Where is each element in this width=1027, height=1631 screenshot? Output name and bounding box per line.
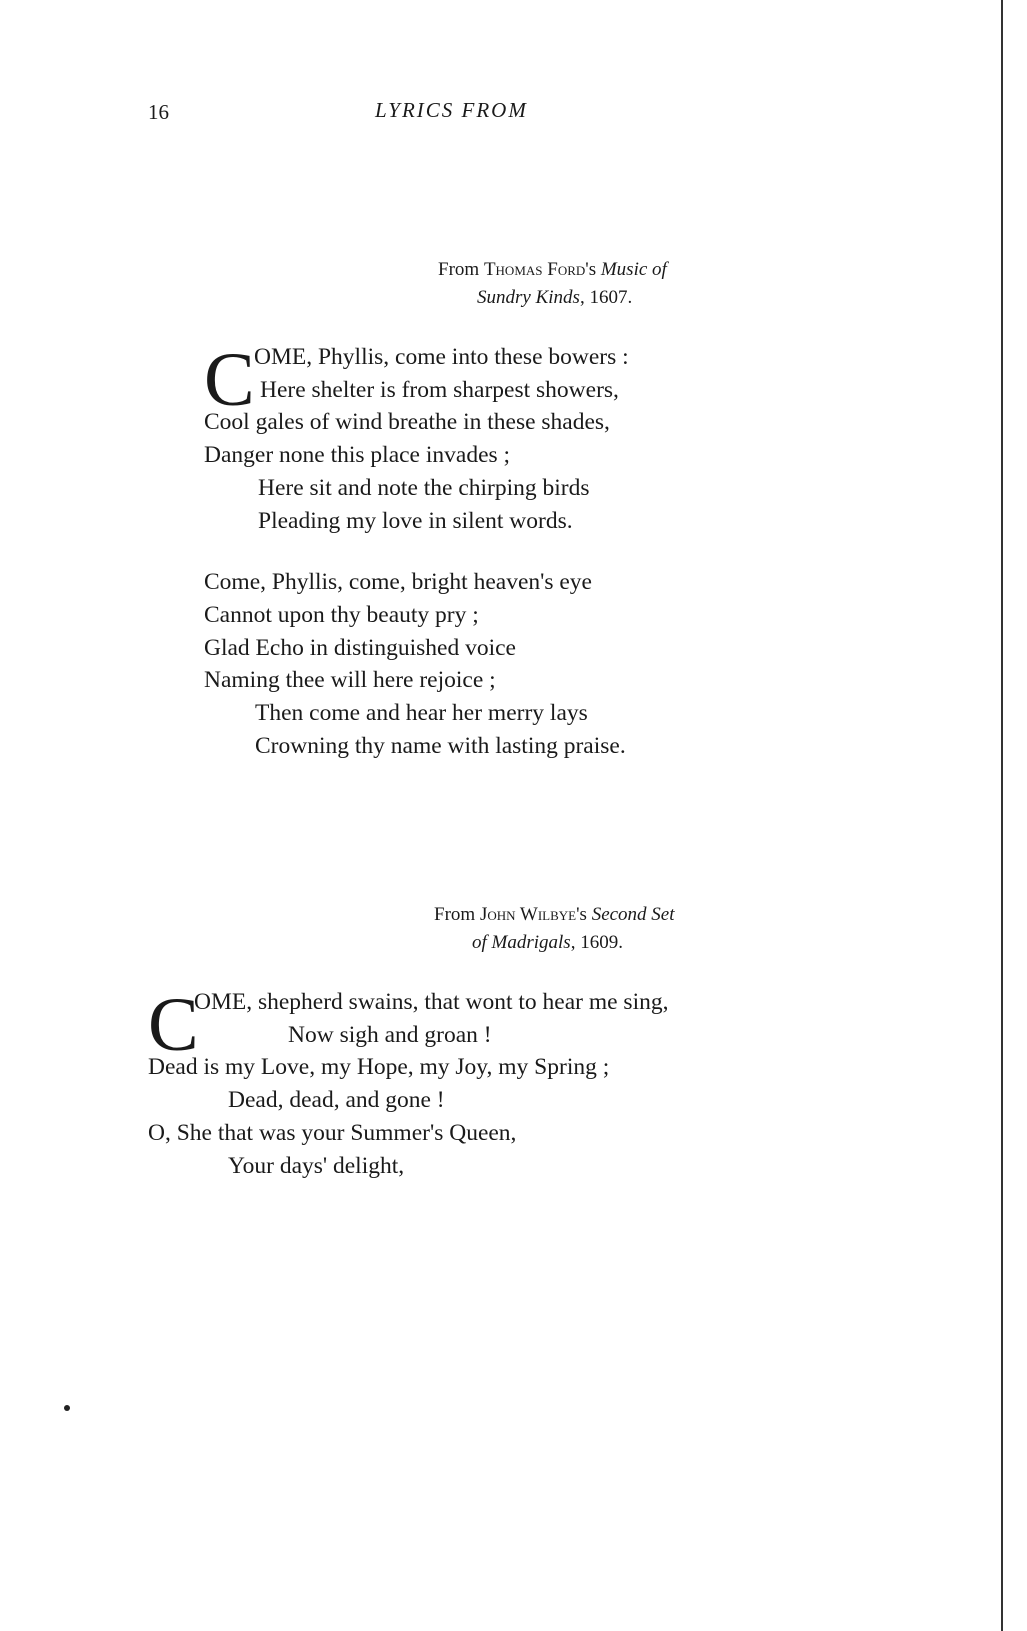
poem-line: Then come and hear her merry lays xyxy=(255,700,588,727)
poem-line: Dead, dead, and gone ! xyxy=(228,1087,445,1114)
poem-come-shepherd-swains xyxy=(148,983,669,1182)
poem-line: Naming thee will here rejoice ; xyxy=(204,667,496,694)
poem-line: Now sigh and groan ! xyxy=(288,1021,492,1048)
attribution-author: John Wilbye xyxy=(479,904,577,925)
attribution-title-part2: Sundry Kinds xyxy=(477,287,580,308)
attribution-year: , 1609. xyxy=(570,932,623,953)
attribution-ford xyxy=(438,255,667,285)
attribution-wilbye-line2 xyxy=(472,928,623,958)
drop-cap: C xyxy=(148,983,199,1067)
poem-line: Pleading my love in silent words. xyxy=(258,507,573,534)
poem-line: Come, Phyllis, come, bright heaven's eye xyxy=(204,569,592,596)
poem-come-phyllis xyxy=(204,338,629,762)
attribution-possessive: 's xyxy=(576,904,587,925)
attribution-title-part2: of Madrigals xyxy=(472,932,571,953)
poem-line: OME, shepherd swains, that wont to hear me sing, xyxy=(194,989,669,1015)
poem-line: Crowning thy name with lasting praise. xyxy=(255,732,626,759)
poem-line: Your days' delight, xyxy=(228,1152,405,1179)
ink-speck xyxy=(64,1405,70,1411)
running-title: LYRICS FROM xyxy=(375,98,528,122)
attribution-from: From xyxy=(438,259,480,280)
attribution-title-part1: Music of xyxy=(600,259,667,280)
poem-line: Cool gales of wind breathe in these shades, xyxy=(204,409,610,436)
attribution-year: , 1607. xyxy=(579,287,633,308)
attribution-possessive: 's xyxy=(585,259,597,280)
attribution-from: From xyxy=(434,904,476,925)
page-number: 16 xyxy=(148,100,169,124)
poem-line: Cannot upon thy beauty pry ; xyxy=(204,601,479,628)
poem-line: Danger none this place invades ; xyxy=(204,442,511,469)
poem-line: Here shelter is from sharpest showers, xyxy=(260,376,619,403)
poem-line: OME, Phyllis, come into these bowers : xyxy=(254,344,629,370)
drop-cap: C xyxy=(204,338,255,422)
poem-line: Here sit and note the chirping birds xyxy=(258,474,590,501)
poem-line: Dead is my Love, my Hope, my Joy, my Spring ; xyxy=(148,1054,610,1081)
attribution-wilbye xyxy=(434,900,675,930)
attribution-ford-line2 xyxy=(477,283,632,313)
attribution-title-part1: Second Set xyxy=(591,904,675,925)
poem-line: O, She that was your Summer's Queen, xyxy=(148,1119,517,1146)
attribution-author: Thomas Ford xyxy=(483,259,586,280)
poem-line: Glad Echo in distinguished voice xyxy=(204,634,516,661)
page-edge-line xyxy=(1001,0,1003,1631)
